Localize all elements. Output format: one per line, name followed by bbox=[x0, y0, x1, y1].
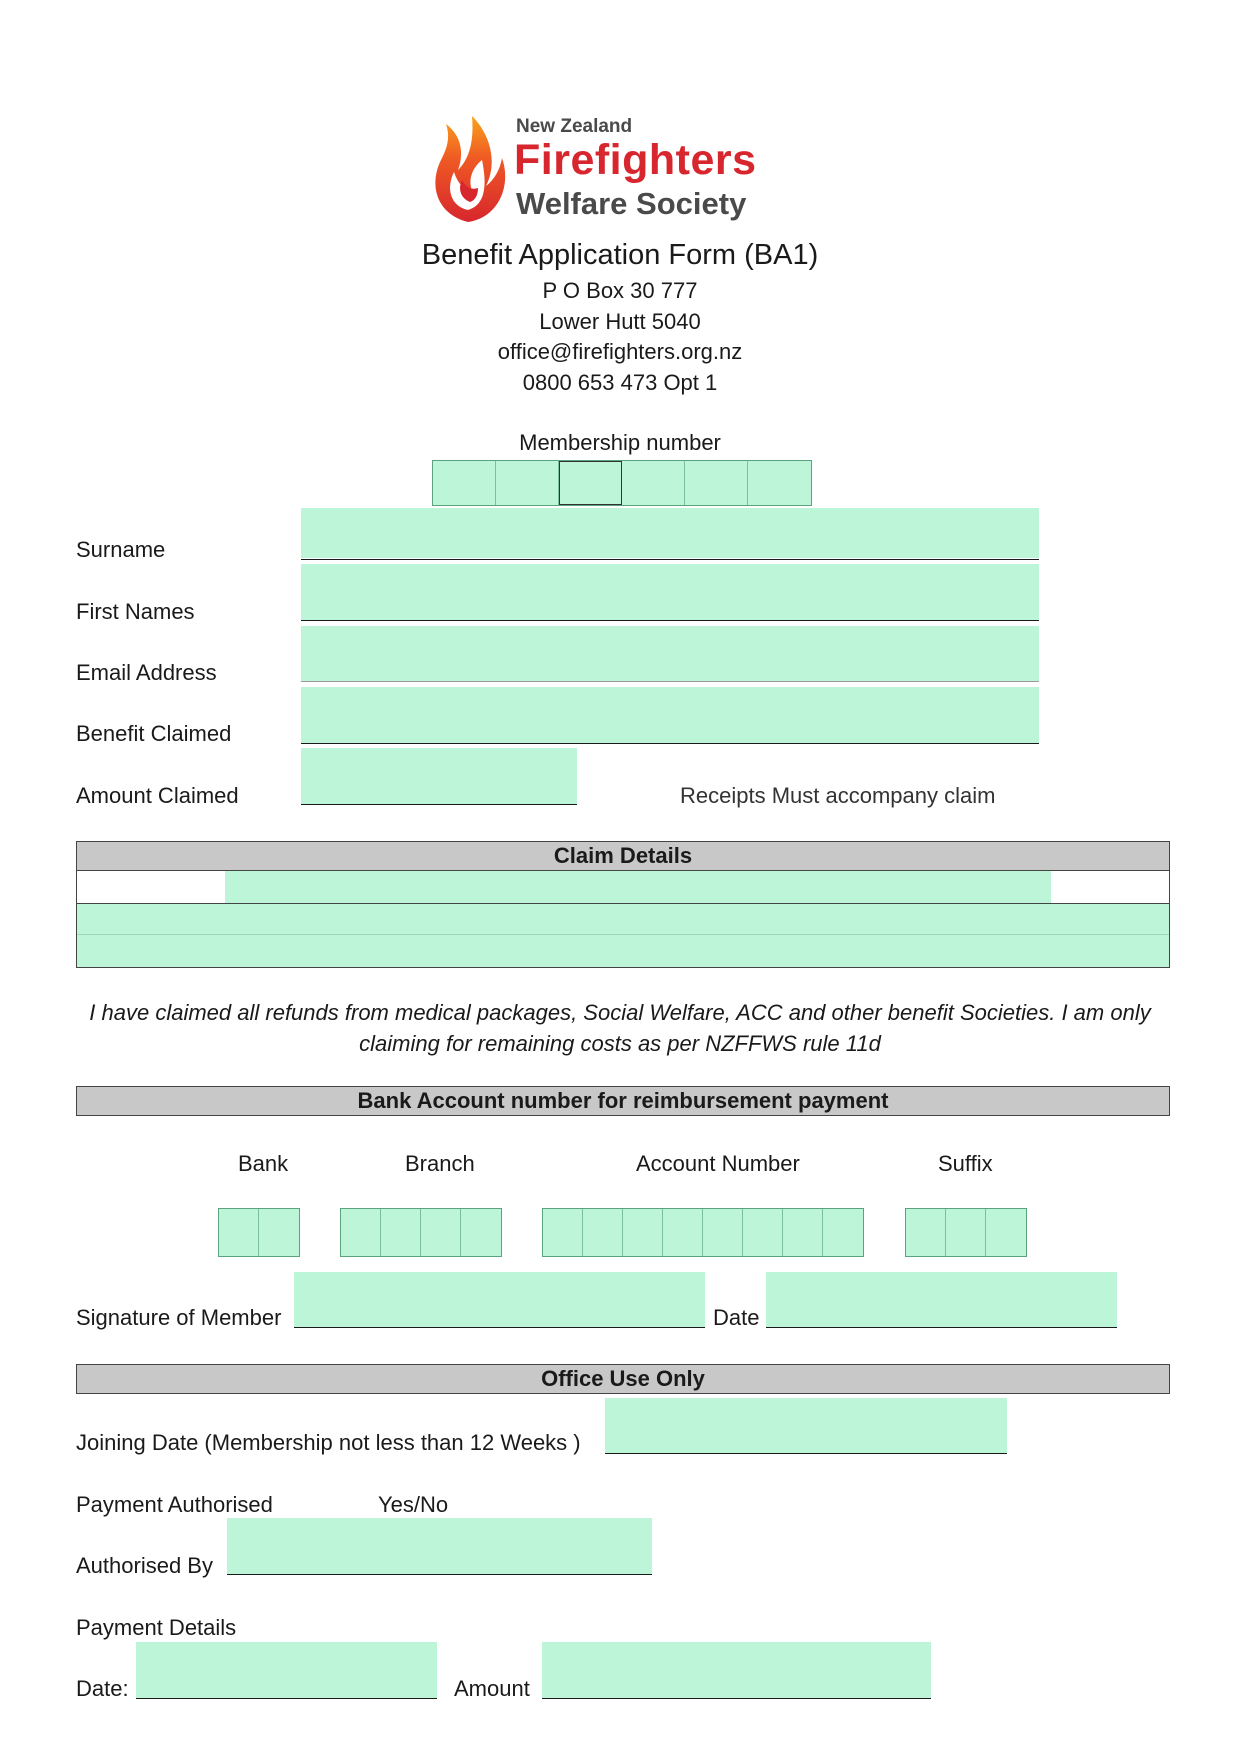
membership-number-label: Membership number bbox=[519, 430, 721, 455]
membership-digit[interactable] bbox=[622, 461, 685, 505]
society-logo bbox=[428, 106, 818, 226]
claim-details-row bbox=[77, 871, 1169, 904]
account-number-boxes bbox=[542, 1208, 864, 1257]
payment-date-underline bbox=[136, 1698, 437, 1699]
bank-digit[interactable] bbox=[259, 1209, 299, 1256]
membership-digit[interactable] bbox=[748, 461, 811, 505]
branch-digit[interactable] bbox=[421, 1209, 461, 1256]
declaration-line-2: claiming for remaining costs as per NZFFWS rule 11d bbox=[359, 1031, 881, 1056]
membership-number-boxes bbox=[432, 460, 812, 506]
authorised-by-field[interactable] bbox=[227, 1518, 652, 1574]
account-digit[interactable] bbox=[583, 1209, 623, 1256]
membership-digit[interactable] bbox=[433, 461, 496, 505]
logo-line-new-zealand: New Zealand bbox=[516, 116, 633, 137]
payment-authorised-label: Payment Authorised bbox=[76, 1492, 273, 1517]
surname-underline bbox=[301, 559, 1039, 560]
claim-details-table bbox=[76, 871, 1170, 968]
first-names-underline bbox=[301, 620, 1039, 621]
payment-details-label: Payment Details bbox=[76, 1615, 237, 1640]
suffix-boxes bbox=[905, 1208, 1027, 1257]
email-address-underline bbox=[301, 681, 1039, 682]
branch-code-boxes bbox=[340, 1208, 502, 1257]
payment-date-field[interactable] bbox=[136, 1642, 437, 1698]
claim-details-field[interactable] bbox=[225, 871, 1051, 903]
bank-label: Bank bbox=[238, 1151, 289, 1176]
contact-email: office@firefighters.org.nz bbox=[497, 339, 743, 364]
yes-no-option[interactable]: Yes/No bbox=[378, 1492, 449, 1517]
logo-line-firefighters: Firefighters bbox=[514, 136, 757, 184]
payment-date-label: Date: bbox=[76, 1676, 129, 1701]
branch-digit[interactable] bbox=[341, 1209, 381, 1256]
claim-details-header: Claim Details bbox=[76, 841, 1170, 871]
email-address-label: Email Address bbox=[76, 660, 217, 685]
benefit-claimed-underline bbox=[301, 743, 1039, 744]
bank-account-header: Bank Account number for reimbursement payment bbox=[76, 1086, 1170, 1116]
account-digit[interactable] bbox=[703, 1209, 743, 1256]
account-number-label: Account Number bbox=[636, 1151, 800, 1176]
first-names-field[interactable] bbox=[301, 564, 1039, 620]
account-digit[interactable] bbox=[743, 1209, 783, 1256]
email-address-field[interactable] bbox=[301, 626, 1039, 682]
account-digit[interactable] bbox=[543, 1209, 583, 1256]
account-digit[interactable] bbox=[783, 1209, 823, 1256]
branch-label: Branch bbox=[405, 1151, 475, 1176]
suffix-digit[interactable] bbox=[946, 1209, 986, 1256]
membership-digit[interactable] bbox=[685, 461, 748, 505]
signature-field[interactable] bbox=[294, 1272, 705, 1328]
joining-date-underline bbox=[605, 1453, 1007, 1454]
authorised-by-label: Authorised By bbox=[76, 1553, 213, 1578]
contact-phone: 0800 653 473 Opt 1 bbox=[522, 370, 718, 395]
claim-details-row[interactable] bbox=[77, 935, 1169, 967]
account-digit[interactable] bbox=[823, 1209, 863, 1256]
suffix-label: Suffix bbox=[938, 1151, 993, 1176]
authorised-by-underline bbox=[227, 1574, 652, 1575]
signature-date-underline bbox=[766, 1327, 1117, 1328]
membership-digit[interactable] bbox=[496, 461, 559, 505]
membership-digit[interactable] bbox=[559, 461, 622, 505]
flame-icon bbox=[428, 106, 510, 226]
joining-date-label: Joining Date (Membership not less than 12 Weeks ) bbox=[76, 1430, 581, 1455]
branch-digit[interactable] bbox=[381, 1209, 421, 1256]
amount-claimed-label: Amount Claimed bbox=[76, 783, 239, 808]
benefit-claimed-field[interactable] bbox=[301, 687, 1039, 743]
office-use-header: Office Use Only bbox=[76, 1364, 1170, 1394]
address-city: Lower Hutt 5040 bbox=[539, 309, 701, 334]
suffix-digit[interactable] bbox=[986, 1209, 1026, 1256]
signature-date-field[interactable] bbox=[766, 1272, 1117, 1328]
benefit-claimed-label: Benefit Claimed bbox=[76, 721, 232, 746]
logo-line-welfare-society: Welfare Society bbox=[516, 186, 747, 221]
amount-claimed-field[interactable] bbox=[301, 748, 577, 804]
branch-digit[interactable] bbox=[461, 1209, 501, 1256]
first-names-label: First Names bbox=[76, 599, 195, 624]
amount-claimed-underline bbox=[301, 804, 577, 805]
suffix-digit[interactable] bbox=[906, 1209, 946, 1256]
surname-field[interactable] bbox=[301, 508, 1039, 558]
surname-label: Surname bbox=[76, 537, 166, 562]
bank-digit[interactable] bbox=[219, 1209, 259, 1256]
payment-amount-underline bbox=[542, 1698, 931, 1699]
signature-label: Signature of Member bbox=[76, 1305, 282, 1330]
address-po-box: P O Box 30 777 bbox=[542, 278, 698, 303]
form-title: Benefit Application Form (BA1) bbox=[421, 239, 819, 271]
joining-date-field[interactable] bbox=[605, 1398, 1007, 1454]
account-digit[interactable] bbox=[663, 1209, 703, 1256]
declaration-line-1: I have claimed all refunds from medical packages, Social Welfare, ACC and other benefit Societies. I am only bbox=[89, 1000, 1151, 1025]
account-digit[interactable] bbox=[623, 1209, 663, 1256]
signature-date-label: Date bbox=[713, 1305, 760, 1330]
receipts-note: Receipts Must accompany claim bbox=[680, 783, 996, 808]
claim-details-row[interactable] bbox=[77, 904, 1169, 935]
payment-amount-label: Amount bbox=[454, 1676, 530, 1701]
bank-code-boxes bbox=[218, 1208, 300, 1257]
payment-amount-field[interactable] bbox=[542, 1642, 931, 1698]
signature-underline bbox=[294, 1327, 705, 1328]
